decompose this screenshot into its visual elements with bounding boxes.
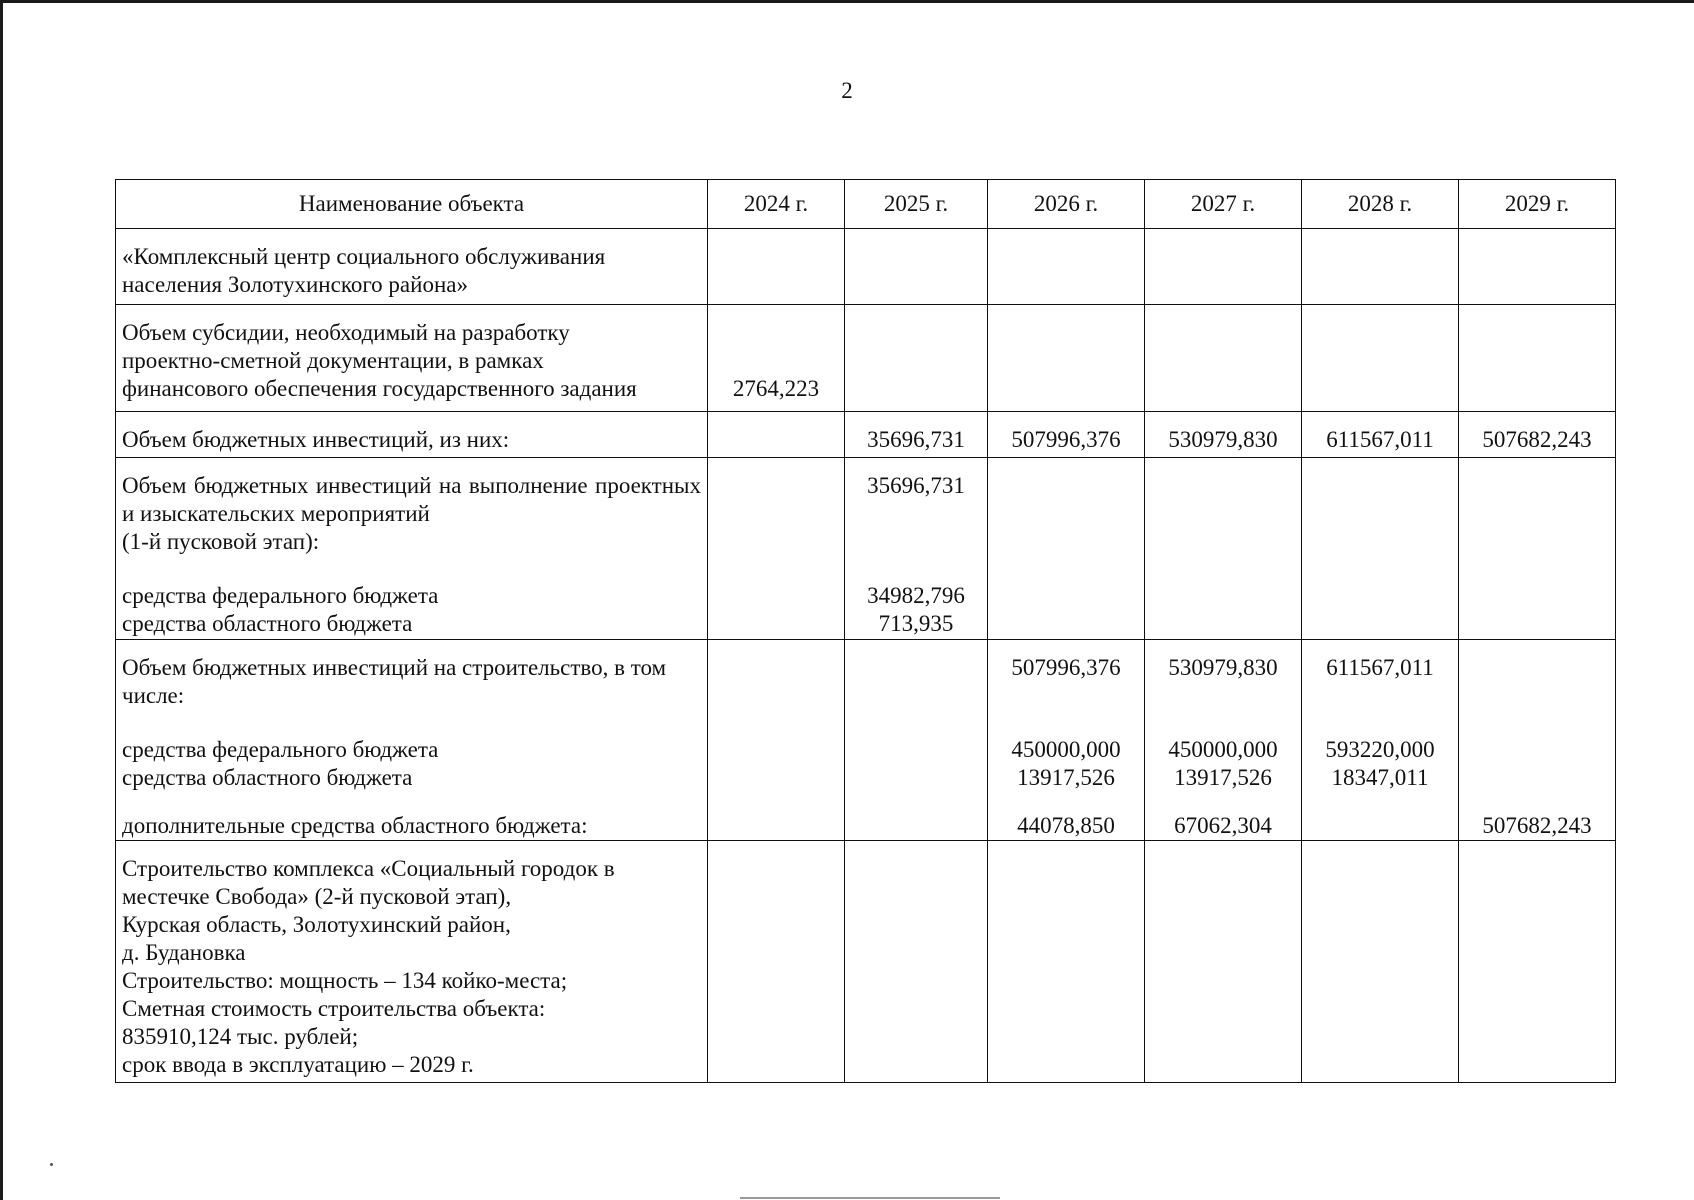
investment-total-2026: 507996,376 <box>988 412 1145 458</box>
subsidy-name-cell <box>116 305 708 412</box>
cell-2024 <box>708 229 845 305</box>
financing-table <box>115 179 1616 1083</box>
scan-border-top <box>0 0 1694 3</box>
scan-speck <box>50 1163 53 1166</box>
table-row <box>116 412 1616 458</box>
additional-regional-label: дополнительные средства областного бюджета: <box>122 813 588 838</box>
cell-2029 <box>1459 229 1616 305</box>
cell-2027 <box>1145 841 1302 1083</box>
construction-label: Объем бюджетных инвестиций на строительство, в том числе: <box>122 655 667 708</box>
construction-2026-cell <box>988 640 1145 841</box>
construction-2026-total: 507996,376 <box>1011 655 1121 680</box>
design-survey-2025-federal: 34982,796 <box>867 583 965 608</box>
scan-border-left <box>0 0 3 1200</box>
cell-2028 <box>1302 458 1459 640</box>
design-survey-label: Объем бюджетных инвестиций на выполнение проектных и изыскательских мероприятий <box>122 473 701 526</box>
design-survey-stage: (1-й пусковой этап): <box>122 529 320 554</box>
complex-description-line: Строительство: мощность – 134 койко-места; <box>122 968 568 993</box>
cell-2024 <box>708 640 845 841</box>
page-number: 2 <box>841 78 853 103</box>
cell-2025 <box>845 640 988 841</box>
complex-description-line: 835910,124 тыс. рублей; <box>122 1024 359 1049</box>
cell-2029 <box>1459 841 1616 1083</box>
complex-description-line: д. Будановка <box>122 940 246 965</box>
subsidy-name-line: Объем субсидии, необходимый на разработку <box>122 320 570 345</box>
object-name-cell <box>116 229 708 305</box>
table-row <box>116 229 1616 305</box>
construction-2029-additional: 507682,243 <box>1482 813 1592 838</box>
cell-2026 <box>988 458 1145 640</box>
design-survey-2025-regional: 713,935 <box>878 611 954 636</box>
cell-2029 <box>1459 305 1616 412</box>
cell-2025 <box>845 229 988 305</box>
header-object-name: Наименование объекта <box>116 180 708 229</box>
complex-description-line: Курская область, Золотухинский район, <box>122 912 511 937</box>
header-year-2026: 2026 г. <box>988 180 1145 229</box>
cell-2026 <box>988 229 1145 305</box>
construction-2028-regional: 18347,011 <box>1331 765 1429 790</box>
header-year-2027: 2027 г. <box>1145 180 1302 229</box>
table-header-row <box>116 180 1616 229</box>
subsidy-2024-value: 2764,223 <box>708 305 845 412</box>
table-row <box>116 305 1616 412</box>
investment-total-2027: 530979,830 <box>1145 412 1302 458</box>
subsidy-name-line: финансового обеспечения государственного задания <box>122 376 637 401</box>
construction-2029-cell <box>1459 640 1616 841</box>
regional-budget-label: средства областного бюджета <box>122 765 413 790</box>
cell-2027 <box>1145 458 1302 640</box>
header-year-2028: 2028 г. <box>1302 180 1459 229</box>
construction-2028-federal: 593220,000 <box>1325 737 1435 762</box>
header-year-2029: 2029 г. <box>1459 180 1616 229</box>
cell-2026 <box>988 305 1145 412</box>
construction-2026-regional: 13917,526 <box>1017 765 1115 790</box>
cell-2027 <box>1145 229 1302 305</box>
federal-budget-label: средства федерального бюджета <box>122 583 439 608</box>
scan-artifact-line <box>740 1197 1000 1199</box>
construction-2027-cell <box>1145 640 1302 841</box>
table-row <box>116 640 1616 841</box>
header-year-2025: 2025 г. <box>845 180 988 229</box>
cell-2028 <box>1302 305 1459 412</box>
object-name-line: населения Золотухинского района» <box>122 272 468 297</box>
cell-2025 <box>845 305 988 412</box>
header-year-2024: 2024 г. <box>708 180 845 229</box>
design-survey-2025-cell <box>845 458 988 640</box>
complex-description-line: срок ввода в эксплуатацию – 2029 г. <box>122 1052 474 1077</box>
cell-2027 <box>1145 305 1302 412</box>
cell-2028 <box>1302 229 1459 305</box>
cell-2025 <box>845 841 988 1083</box>
investment-total-2029: 507682,243 <box>1459 412 1616 458</box>
design-survey-name-cell <box>116 458 708 640</box>
complex-description-cell <box>116 841 708 1083</box>
complex-description-line: Строительство комплекса «Социальный городок в <box>122 856 615 881</box>
cell-2024 <box>708 412 845 458</box>
cell-2028 <box>1302 841 1459 1083</box>
construction-2026-additional: 44078,850 <box>1017 813 1115 838</box>
cell-2024 <box>708 841 845 1083</box>
construction-2026-federal: 450000,000 <box>1011 737 1121 762</box>
subsidy-name-line: проектно-сметной документации, в рамках <box>122 348 544 373</box>
complex-description-line: местечке Свобода» (2-й пусковой этап), <box>122 884 512 909</box>
investment-total-2028: 611567,011 <box>1302 412 1459 458</box>
federal-budget-label: средства федерального бюджета <box>122 737 439 762</box>
construction-2027-federal: 450000,000 <box>1168 737 1278 762</box>
table-row <box>116 458 1616 640</box>
cell-2029 <box>1459 458 1616 640</box>
construction-2027-total: 530979,830 <box>1168 655 1278 680</box>
investment-total-2025: 35696,731 <box>845 412 988 458</box>
investment-total-label: Объем бюджетных инвестиций, из них: <box>116 412 708 458</box>
construction-2028-total: 611567,011 <box>1326 655 1434 680</box>
complex-description-line: Сметная стоимость строительства объекта: <box>122 996 546 1021</box>
construction-2027-regional: 13917,526 <box>1174 765 1272 790</box>
table-row <box>116 841 1616 1083</box>
construction-2027-additional: 67062,304 <box>1174 813 1272 838</box>
cell-2024 <box>708 458 845 640</box>
construction-2028-cell <box>1302 640 1459 841</box>
cell-2026 <box>988 841 1145 1083</box>
design-survey-2025-total: 35696,731 <box>867 473 965 498</box>
construction-name-cell <box>116 640 708 841</box>
regional-budget-label: средства областного бюджета <box>122 611 413 636</box>
object-name-line: «Комплексный центр социального обслуживания <box>122 244 606 269</box>
